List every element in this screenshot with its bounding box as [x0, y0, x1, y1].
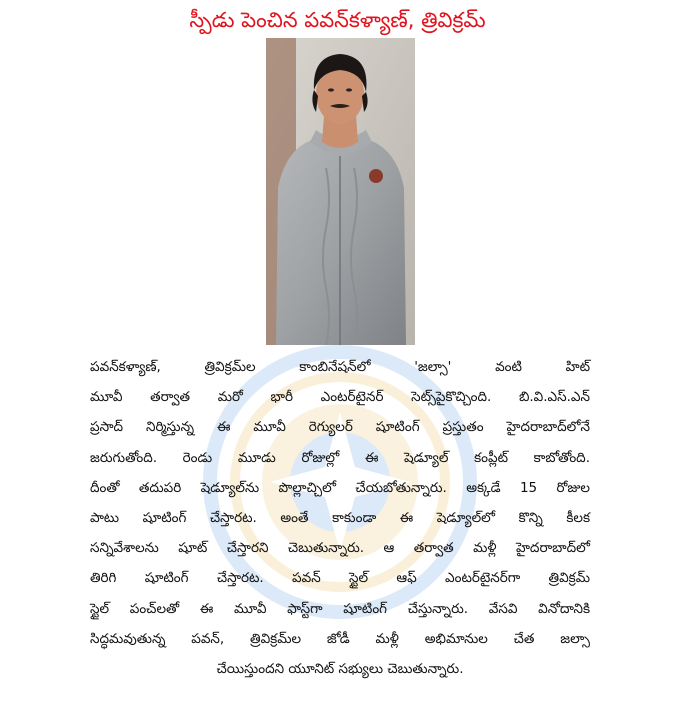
article-line: సన్నివేశాలను షూట్‌ చేస్తారని చెబుతున్నారు. ఆ తర్వాత మళ్లీ హైదరాబాద్‌లో — [90, 540, 590, 557]
article-line: ప్రసాద్‌ నిర్మిస్తున్న ఈ మూవీ రెగ్యులర్‌ షూటింగ్‌ ప్రస్తుతం హైదరాబాద్‌లోనే — [90, 419, 590, 436]
article-line: తిరిగి షూటింగ్‌ చేస్తారట. పవన్‌ స్టైల్‌ ఆఫ్‌ ఎంటర్‌టైనర్‌గా త్రివిక్రమ్‌ — [90, 570, 590, 587]
article-line: దీంతో తదుపరి షెడ్యూల్‌ను పొల్లాచ్చిలో చేయబోతున్నారు. అక్కడే 15 రోజుల — [90, 479, 590, 496]
article-line: పాటు షూటింగ్‌ చేస్తారట. అంతే కాకుండా ఈ షెడ్యూల్‌లో కొన్ని కీలక — [90, 509, 590, 526]
person-photo-icon — [266, 38, 415, 345]
article-line: సిద్ధమవుతున్న పవన్‌, త్రివిక్రమ్‌ల జోడీ మళ్లీ అభిమానుల చేత జల్సా — [90, 630, 590, 647]
article-body — [90, 352, 590, 684]
article-line: మూవీ తర్వాత మరో భారీ ఎంటర్‌టైనర్‌ సెట్స్‌పైకొచ్చింది. బి.వి.ఎస్‌.ఎన్‌ — [90, 389, 590, 406]
headline: స్పీడు పెంచిన పవన్‌కళ్యాణ్‌, త్రివిక్రమ్‌ — [189, 8, 486, 32]
person-photo — [266, 38, 415, 345]
article-line: జరుగుతోంది. రెండు మూడు రోజుల్లో ఈ షెడ్యూల్‌ కంప్లీట్‌ కాబోతోంది. — [90, 449, 590, 466]
article-line: చేయిస్తుందని యూనిట్‌ సభ్యులు చెబుతున్నారు. — [216, 660, 464, 677]
article-line: స్టైల్‌ పంచ్‌లతో ఈ మూవీ ఫాస్ట్‌గా షూటింగ్‌ చేస్తున్నారు. వేసవి వినోదానికి — [90, 600, 590, 617]
article-line: పవన్‌కళ్యాణ్‌, త్రివిక్రమ్‌ల కాంబినేషన్‌లో 'జల్సా' వంటి హిట్‌ — [90, 359, 590, 375]
